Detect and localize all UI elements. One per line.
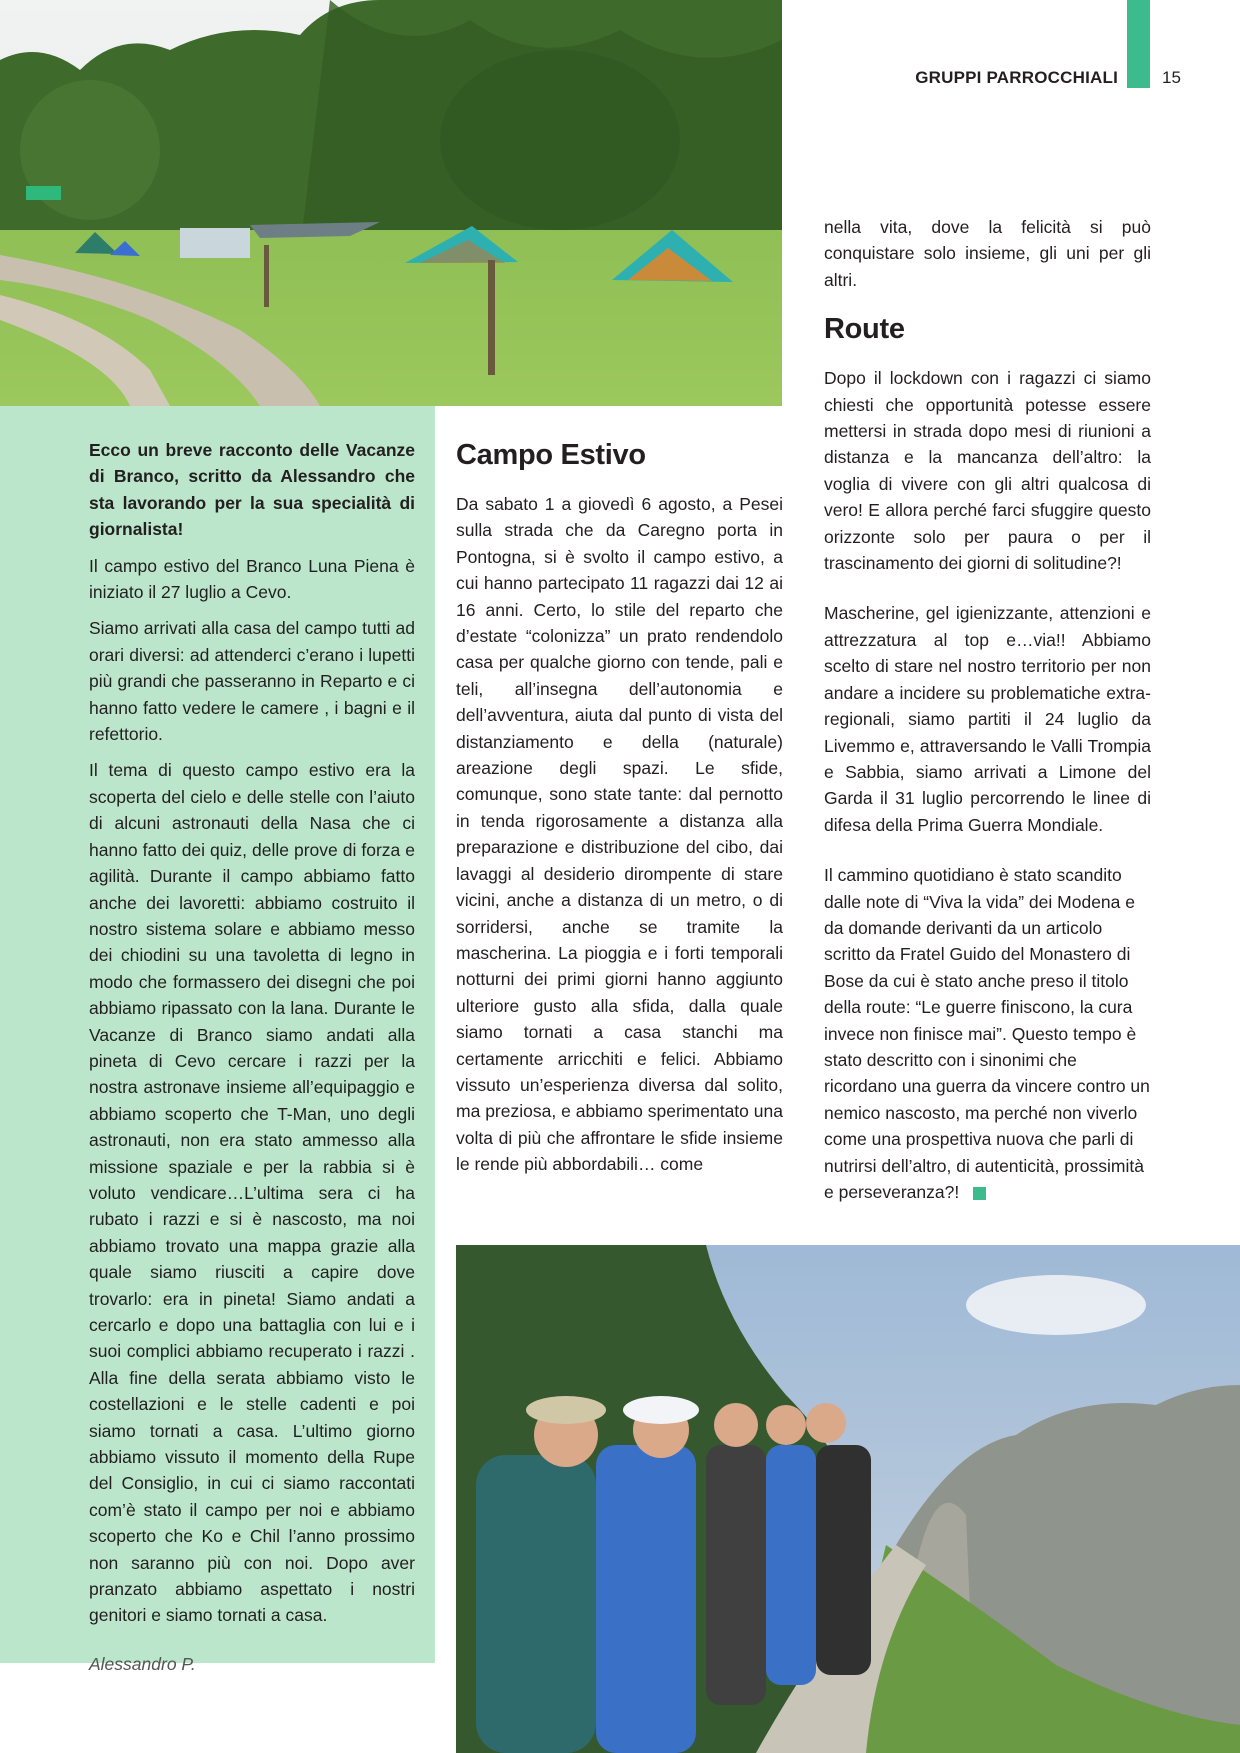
route-paragraph: Mascherine, gel igienizzante, attenzioni e attrezzatura al top e…via!! Abbiamo scelto di stare nel nostro territorio per non andare a incidere su problematiche extra-regionali, siamo partiti il 24 luglio da Livemmo e, attraversando le Valli Trompia e Sabbia, siamo arrivati a Limone del Garda il 31 luglio percorrendo le linee di difesa della Prima Guerra Mondiale. bbox=[824, 603, 1151, 835]
campo-estivo-paragraph: Da sabato 1 a giovedì 6 agosto, a Pesei sulla strada che da Caregno porta in Pontogna, si è svolto il campo estivo, a cui hanno partecipato 11 ragazzi dai 12 ai 16 anni. Certo, lo stile del reparto che d’estate “colonizza” un prato rendendolo casa per qualche giorno con tende, pali e teli, all’insegna dell’autonomia e dell’avventura, aiuta dal punto di vista del distanziamento e della (naturale) areazione degli spazi. Le sfide, comunque, sono state tante: dal pernotto in tenda rigorosamente a distanza alla preparazione e distribuzione del cibo, dai lavaggi al desiderio dirompente di stare vicini, anche a distanza di un metro, o di sorridersi, anche se tramite la mascherina. La pioggia e i forti temporali notturni dei primi giorni hanno aggiunto ulteriore gusto alla sfida, dalla quale siamo tornati a casa stanchi ma certamente arricchiti e felici. Abbiamo vissuto un’esperienza diversa dal solito, ma preziosa, e abbiamo sperimentato una volta di più che affrontare le sfide insieme le rende più abbordabili… come bbox=[456, 494, 783, 1175]
page-number: 15 bbox=[1162, 68, 1181, 87]
route-article bbox=[824, 214, 1151, 1215]
sidebar-article bbox=[89, 437, 415, 1687]
campo-estivo-continuation: nella vita, dove la felicità si può conquistare solo insieme, gli uni per gli altri. bbox=[824, 217, 1151, 290]
signature: Alessandro P. bbox=[89, 1653, 196, 1674]
route-paragraph: Dopo il lockdown con i ragazzi ci siamo chiesti che opportunità potesse essere mettersi in strada dopo mesi di riunioni a distanza e la mancanza dell’altro: la voglia di vivere con gli altri qualcosa di vero! E allora perché farci sfuggire questo orizzonte solo per paura o per il trascinamento dei giorni di solitudine?! bbox=[824, 368, 1151, 574]
sidebar-paragraph: Il campo estivo del Branco Luna Piena è iniziato il 27 luglio a Cevo. bbox=[89, 555, 415, 603]
campsite-photo bbox=[0, 0, 782, 406]
campo-estivo-article bbox=[456, 437, 783, 1188]
end-of-article-icon bbox=[973, 1187, 986, 1200]
section-heading-campo-estivo: Campo Estivo bbox=[456, 439, 646, 471]
sidebar-lead: Ecco un breve racconto delle Vacanze di Branco, scritto da Alessandro che sta lavorando per la sua specialità di giornalista! bbox=[89, 440, 415, 540]
route-paragraph-last bbox=[824, 862, 1151, 1205]
sidebar-paragraph: Il tema di questo campo estivo era la scoperta del cielo e delle stelle con l’aiuto di alcuni astronauti della Nasa che ci hanno fatto dei quiz, delle prove di forza e agilità. Durante il campo abbiamo fatto anche dei lavoretti: abbiamo costruito il nostro sistema solare e abbiamo messo dei chiodini su una tavoletta di legno in modo che formassero dei disegni che poi abbiamo ripassato con la lana. Durante le Vacanze di Branco siamo andati alla pineta di Cevo cercare i razzi per la nostra astronave insieme all’equipaggio e abbiamo scoperto che T-Man, uno degli astronauti, non era stato ammesso alla missione spaziale e per la rabbia si è voluto vendicare…L’ultima sera ci ha rubato i razzi e si è nascosto, ma noi abbiamo trovato una mappa grazie alla quale siamo riusciti a capire dove trovarlo: era in pineta! Siamo andati a cercarlo e dopo una battaglia con lui e i suoi complici abbiamo recuperato i razzi . Alla fine della serata abbiamo visto le costellazioni e le stelle cadenti e poi siamo tornati a casa. L’ultimo giorno abbiamo vissuto il momento della Rupe del Consiglio, in cui ci siamo raccontati com’è stato il campo per noi e abbiamo scoperto che Ko e Chil l’anno prossimo non saranno più con noi. Dopo aver pranzato abbiamo aspettato i nostri genitori e siamo tornati a casa. bbox=[89, 760, 415, 1626]
sidebar-paragraph: Siamo arrivati alla casa del campo tutti ad orari diversi: ad attenderci c’erano i lupetti più grandi che passeranno in Reparto e ci hanno fatto vedere le camere , i bagni e il refettorio. bbox=[89, 618, 415, 745]
route-paragraph: Il cammino quotidiano è stato scandito dalle note di “Viva la vida” dei Modena e da domande derivanti da un articolo scritto da Fratel Guido del Monastero di Bose da cui è stato anche preso il titolo della route: “Le guerre finiscono, la cura invece non finisce mai”. Questo tempo è stato descritto con i sinonimi che ricordano una guerra da vincere contro un nemico nascosto, ma perché non viverlo come una prospettiva nuova che parli di nutrirsi dell’altro, di autenticità, prossimità e perseveranza?! bbox=[824, 865, 1150, 1202]
hikers-photo bbox=[456, 1245, 1240, 1753]
page-header bbox=[0, 68, 1240, 92]
section-label: GRUPPI PARROCCHIALI bbox=[915, 68, 1118, 87]
campsite-photo-icon bbox=[0, 0, 782, 406]
section-heading-route: Route bbox=[824, 313, 905, 346]
hikers-photo-icon bbox=[456, 1245, 1240, 1753]
